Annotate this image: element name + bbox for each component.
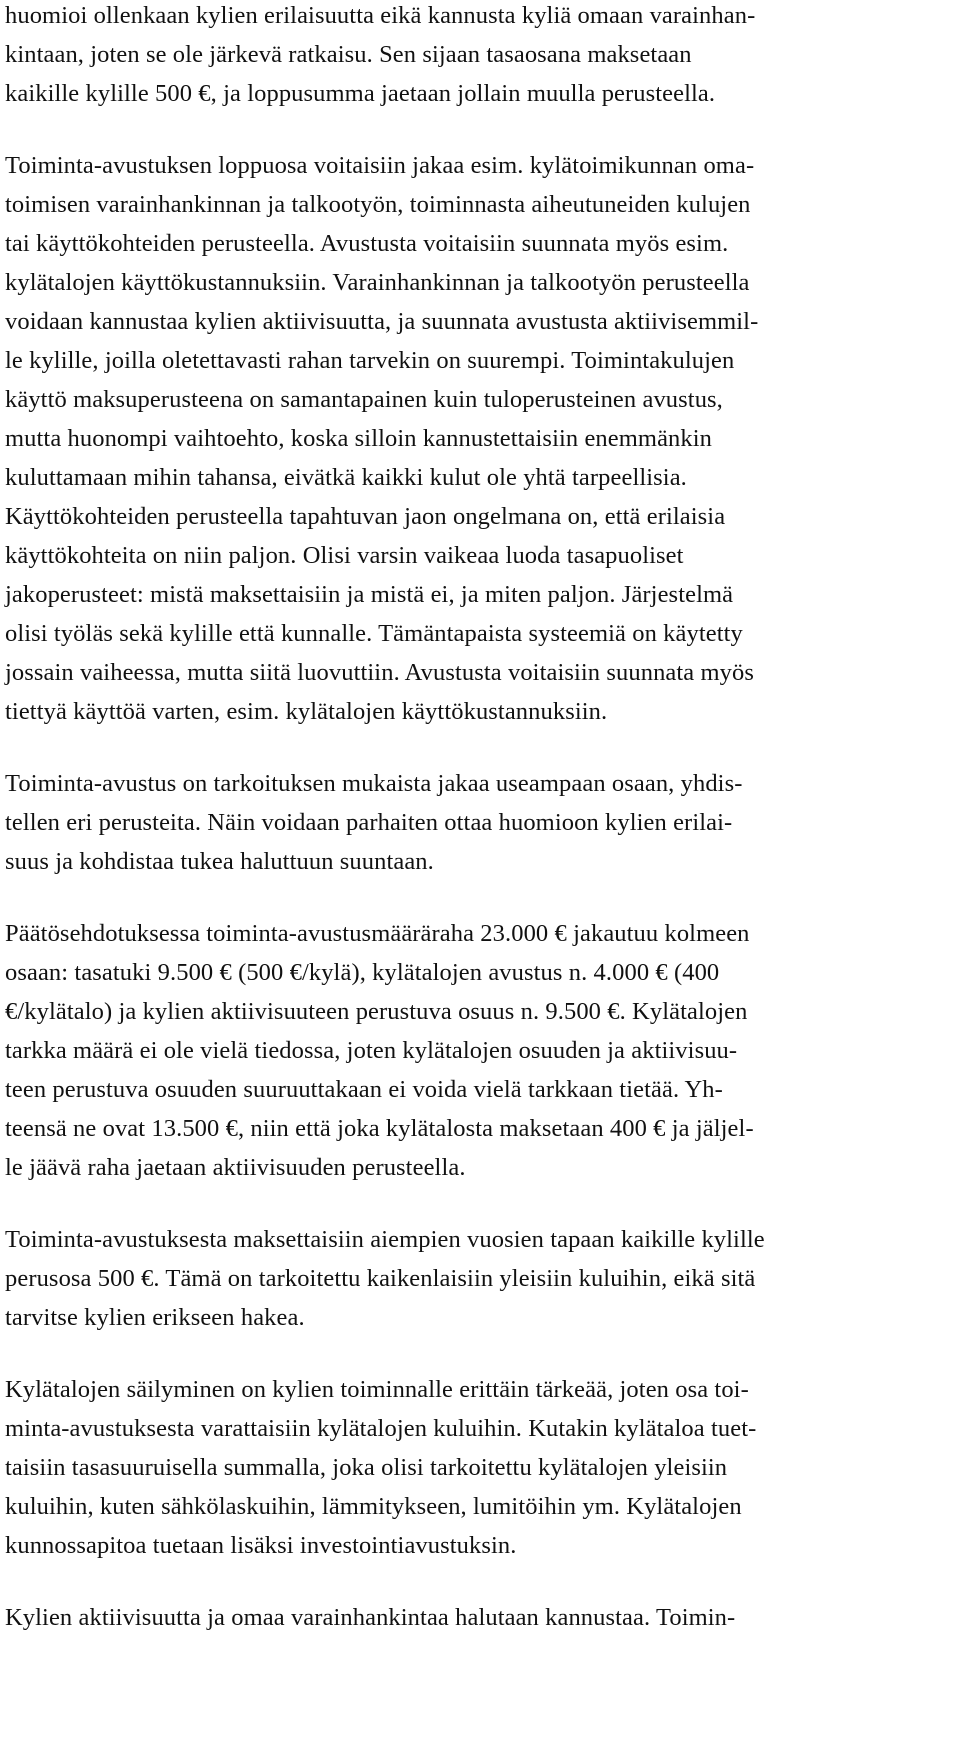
text-line: mutta huonompi vaihtoehto, koska silloin kannustettaisiin enemmänkin: [5, 425, 712, 452]
text-line: Päätösehdotuksessa toiminta-avustusmääräraha 23.000 € jakautuu kolmeen: [5, 920, 750, 947]
text-line: jakoperusteet: mistä maksettaisiin ja mistä ei, ja miten paljon. Järjestelmä: [5, 581, 734, 608]
text-line: tai käyttökohteiden perusteella. Avustusta voitaisiin suunnata myös esim.: [5, 230, 729, 257]
paragraph: [5, 1220, 955, 1337]
paragraph-gap: [5, 881, 955, 914]
text-line: tiettyä käyttöä varten, esim. kylätalojen käyttökustannuksiin.: [5, 698, 608, 725]
text-line: kaikille kylille 500 €, ja loppusumma jaetaan jollain muulla perusteella.: [5, 80, 716, 107]
text-line: osaan: tasatuki 9.500 € (500 €/kylä), kylätalojen avustus n. 4.000 € (400: [5, 959, 720, 986]
text-line: teensä ne ovat 13.500 €, niin että joka kylätalosta maksetaan 400 € ja jäljel-: [5, 1115, 754, 1142]
paragraph: [5, 1370, 955, 1565]
paragraph: [5, 764, 955, 881]
text-line: €/kylätalo) ja kylien aktiivisuuteen perustuva osuus n. 9.500 €. Kylätalojen: [5, 998, 748, 1025]
text-line: jossain vaiheessa, mutta siitä luovuttiin. Avustusta voitaisiin suunnata myös: [5, 659, 754, 686]
text-line: tellen eri perusteita. Näin voidaan parhaiten ottaa huomioon kylien erilai-: [5, 809, 733, 836]
text-line: kintaan, joten se ole järkevä ratkaisu. Sen sijaan tasaosana maksetaan: [5, 41, 692, 68]
text-line: le jäävä raha jaetaan aktiivisuuden perusteella.: [5, 1154, 466, 1181]
paragraph-gap: [5, 1187, 955, 1220]
paragraph: [5, 914, 955, 1187]
text-line: olisi työläs sekä kylille että kunnalle. Tämäntapaista systeemiä on käytetty: [5, 620, 743, 647]
text-line: Kylätalojen säilyminen on kylien toiminnalle erittäin tärkeää, joten osa toi-: [5, 1376, 749, 1403]
text-line: Toiminta-avustuksesta maksettaisiin aiempien vuosien tapaan kaikille kylille: [5, 1226, 765, 1253]
text-line: Toiminta-avustus on tarkoituksen mukaista jakaa useampaan osaan, yhdis-: [5, 770, 743, 797]
paragraph-gap: [5, 113, 955, 146]
text-line: käyttökohteita on niin paljon. Olisi varsin vaikeaa luoda tasapuoliset: [5, 542, 684, 569]
text-line: minta-avustuksesta varattaisiin kylätalojen kuluihin. Kutakin kylätaloa tuet-: [5, 1415, 757, 1442]
document-page: [5, 0, 955, 1637]
text-line: Käyttökohteiden perusteella tapahtuvan jaon ongelmana on, että erilaisia: [5, 503, 726, 530]
text-line: tarvitse kylien erikseen hakea.: [5, 1304, 305, 1331]
text-line: kylätalojen käyttökustannuksiin. Varainhankinnan ja talkootyön perusteella: [5, 269, 750, 296]
text-line: Toiminta-avustuksen loppuosa voitaisiin jakaa esim. kylätoimikunnan oma-: [5, 152, 755, 179]
text-line: huomioi ollenkaan kylien erilaisuutta eikä kannusta kyliä omaan varainhan-: [5, 2, 756, 29]
text-line: kuluttamaan mihin tahansa, eivätkä kaikki kulut ole yhtä tarpeellisia.: [5, 464, 687, 491]
text-line: voidaan kannustaa kylien aktiivisuutta, ja suunnata avustusta aktiivisemmil-: [5, 308, 759, 335]
paragraph-gap: [5, 1565, 955, 1598]
text-line: taisiin tasasuuruisella summalla, joka olisi tarkoitettu kylätalojen yleisiin: [5, 1454, 728, 1481]
text-line: le kylille, joilla oletettavasti rahan tarvekin on suurempi. Toimintakulujen: [5, 347, 735, 374]
text-line: kunnossapitoa tuetaan lisäksi investointiavustuksin.: [5, 1532, 517, 1559]
text-line: kuluihin, kuten sähkölaskuihin, lämmitykseen, lumitöihin ym. Kylätalojen: [5, 1493, 742, 1520]
paragraph-gap: [5, 731, 955, 764]
paragraph-gap: [5, 1337, 955, 1370]
text-line: Kylien aktiivisuutta ja omaa varainhankintaa halutaan kannustaa. Toimin-: [5, 1604, 736, 1631]
text-line: toimisen varainhankinnan ja talkootyön, toiminnasta aiheutuneiden kulujen: [5, 191, 751, 218]
text-line: perusosa 500 €. Tämä on tarkoitettu kaikenlaisiin yleisiin kuluihin, eikä sitä: [5, 1265, 756, 1292]
paragraph: [5, 1598, 955, 1637]
paragraph: [5, 146, 955, 731]
text-line: teen perustuva osuuden suuruuttakaan ei voida vielä tarkkaan tietää. Yh-: [5, 1076, 723, 1103]
text-line: suus ja kohdistaa tukea haluttuun suuntaan.: [5, 848, 434, 875]
paragraph: [5, 0, 955, 113]
text-line: käyttö maksuperusteena on samantapainen kuin tuloperusteinen avustus,: [5, 386, 723, 413]
text-line: tarkka määrä ei ole vielä tiedossa, joten kylätalojen osuuden ja aktiivisuu-: [5, 1037, 738, 1064]
